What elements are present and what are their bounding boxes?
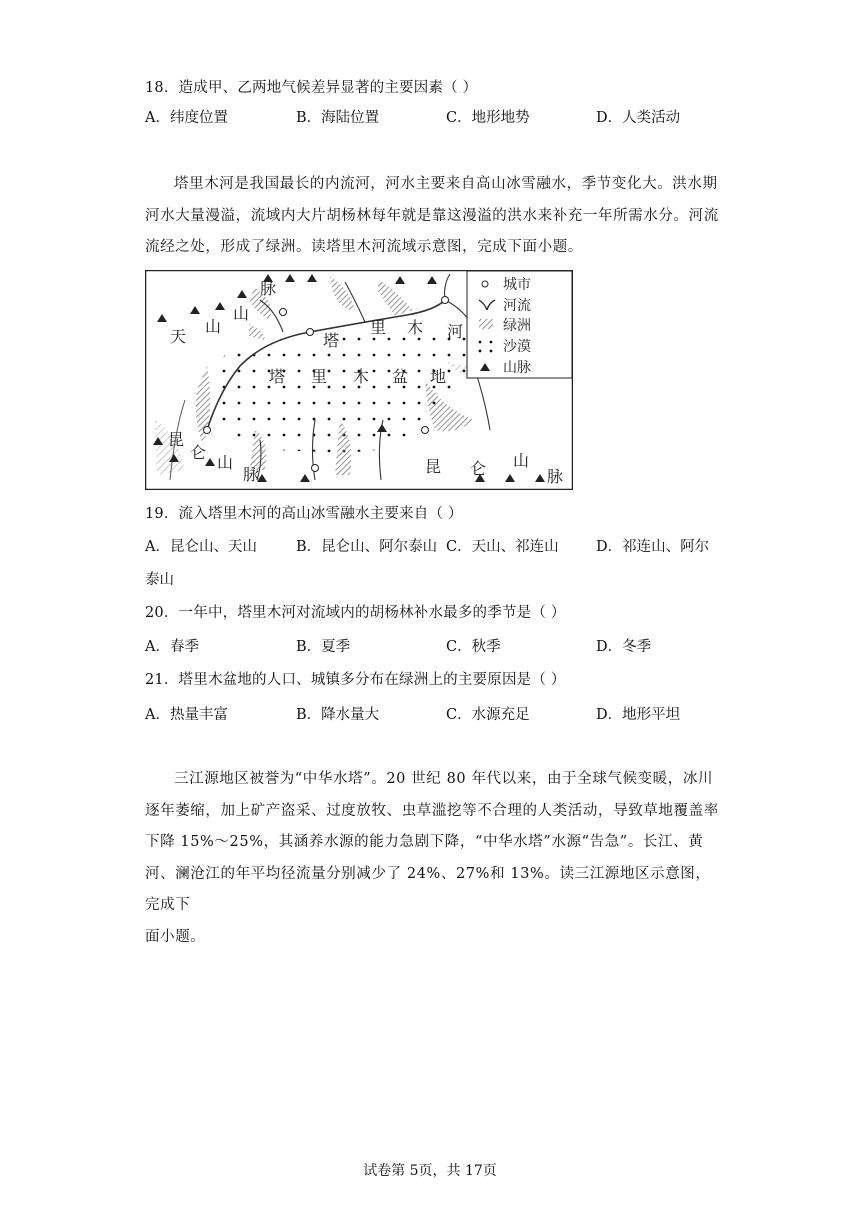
question-19-stem: 19．流入塔里木河的高山冰雪融水主要来自（ ）: [145, 506, 463, 522]
passage-line: 流经之处，形成了绿洲。读塔里木河流域示意图，完成下面小题。: [145, 239, 583, 255]
q21-option-d: D．地形平坦: [596, 707, 681, 723]
q18-option-a: A．纬度位置: [145, 110, 228, 126]
tarim-basin-map: [145, 270, 573, 490]
label-mai2: 脉: [243, 465, 260, 484]
label-mai-top: 脉: [260, 279, 277, 298]
city-icon: [482, 281, 488, 287]
q18-option-b: B．海陆位置: [296, 110, 380, 126]
label-kun: 昆: [168, 430, 185, 449]
q20-option-c: C．秋季: [446, 639, 501, 655]
passage-line: 河水大量漫溢，流域内大片胡杨林每年就是靠这漫溢的洪水来补充一年所需水分。河流: [145, 207, 719, 224]
passage-line: 河、澜沧江的年平均径流量分别减少了 24%、27%和 13%。读三江源地区示意图，完成下: [145, 865, 711, 913]
q18-option-c: C．地形地势: [446, 110, 530, 126]
map-figure: [145, 270, 573, 490]
city-marker: [442, 297, 449, 304]
label-he: 河: [447, 322, 464, 341]
label-di: 地: [430, 367, 447, 386]
passage-tarim: [145, 169, 725, 264]
label-lun2: 仑: [470, 459, 487, 478]
label-shan2: 山: [205, 317, 222, 336]
label-li: 里: [370, 318, 387, 337]
q20-option-d: D．冬季: [596, 639, 652, 655]
q18-option-d: D．人类活动: [596, 110, 681, 126]
label-pen: 盆: [392, 367, 409, 386]
label-shan3: 山: [217, 453, 234, 472]
label-tian: 天: [170, 327, 187, 346]
legend-mountain-label: 山脉: [503, 360, 531, 376]
question-21-stem: 21．塔里木盆地的人口、城镇多分布在绿洲上的主要原因是（ ）: [145, 672, 566, 688]
q21-option-b: B．降水量大: [296, 707, 380, 723]
legend-city-label: 城市: [503, 277, 531, 293]
label-mu2: 木: [353, 367, 370, 386]
passage-line: 三江源地区被誉为“中华水塔”。20 世纪 80 年代以来，由于全球气候变暖，冰川: [174, 771, 714, 787]
q19-option-d: D．祁连山、阿尔: [596, 539, 710, 555]
label-shan-top: 山: [233, 304, 250, 323]
q19-option-c: C．天山、祁连山: [446, 539, 559, 555]
legend-river-label: 河流: [503, 298, 531, 314]
legend-desert-label: 沙漠: [503, 339, 531, 355]
q20-option-b: B．夏季: [296, 639, 351, 655]
question-20-stem: 20．一年中，塔里木河对流域内的胡杨林补水最多的季节是（ ）: [145, 605, 566, 621]
legend-oasis-label: 绿洲: [503, 318, 531, 334]
label-kun2: 昆: [425, 457, 442, 476]
city-marker: [312, 465, 319, 472]
city-marker: [422, 427, 429, 434]
city-marker: [204, 427, 211, 434]
label-ta: 塔: [323, 331, 340, 350]
label-mu: 木: [407, 318, 424, 337]
q20-option-a: A．春季: [145, 639, 199, 655]
q19-option-d-wrap: 泰山: [145, 572, 174, 588]
passage-line: 下降 15%～25%，其涵养水源的能力急剧下降，“中华水塔”水源“告急”。长江、黄: [145, 834, 704, 850]
q19-option-a: A．昆仑山、天山: [145, 539, 257, 555]
city-marker: [280, 309, 287, 316]
page-footer: 试卷第 5页，共 17页: [363, 1163, 497, 1179]
oasis-icon: [479, 319, 493, 329]
label-lun: 仑: [190, 443, 207, 462]
q19-option-b: B．昆仑山、阿尔泰山: [296, 539, 438, 555]
label-li2: 里: [311, 367, 328, 386]
passage-sanjiangyuan: [145, 764, 725, 953]
label-shan4: 山: [513, 451, 530, 470]
passage-line: 逐年萎缩，加上矿产盗采、过度放牧、虫草滥挖等不合理的人类活动，导致草地覆盖率: [145, 802, 719, 819]
city-marker: [307, 329, 314, 336]
label-mai3: 脉: [547, 467, 564, 486]
passage-line: 塔里木河是我国最长的内流河，河水主要来自高山冰雪融水，季节变化大。洪水期: [174, 176, 718, 192]
label-ta2: 塔: [269, 367, 286, 386]
q21-option-c: C．水源充足: [446, 707, 530, 723]
question-18-stem: 18．造成甲、乙两地气候差异显著的主要因素（ ）: [145, 80, 478, 96]
q21-option-a: A．热量丰富: [145, 707, 228, 723]
passage-line: 面小题。: [145, 928, 206, 945]
